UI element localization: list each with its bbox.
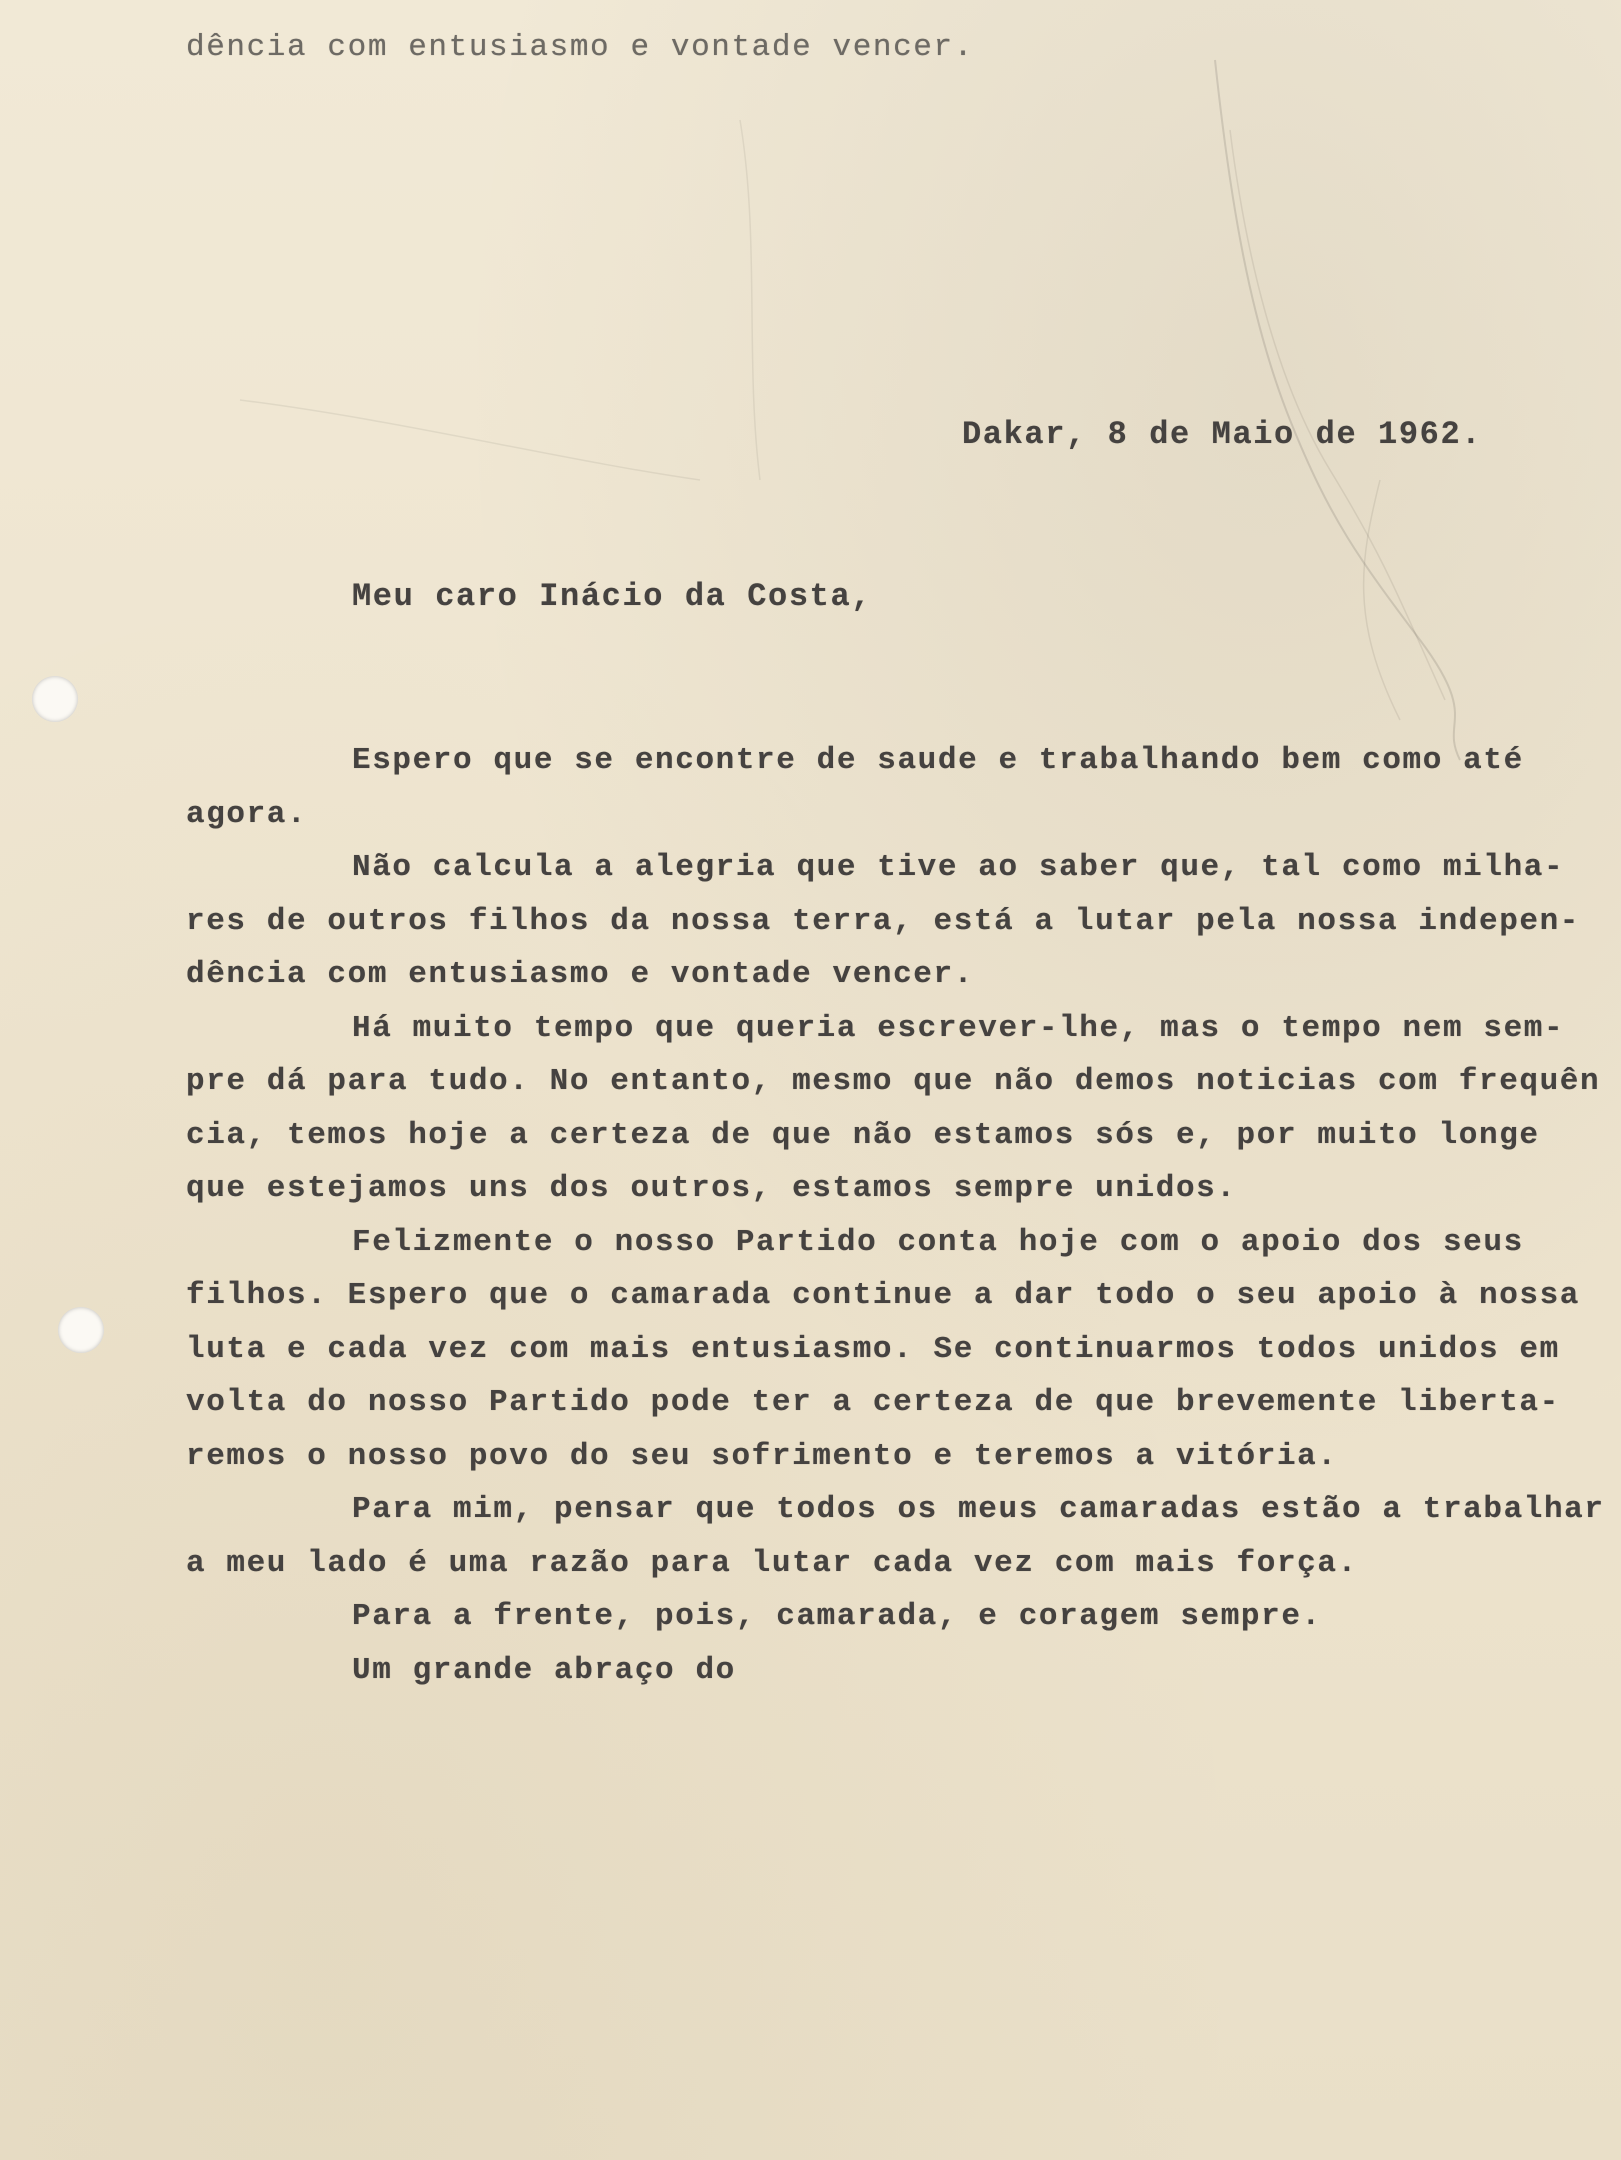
body-line: Não calcula a alegria que tive ao saber que, tal como milha- [352, 850, 1565, 885]
body-line: dência com entusiasmo e vontade vencer. [186, 957, 974, 992]
body-line: res de outros filhos da nossa terra, está a lutar pela nossa indepen- [186, 903, 1581, 939]
closing-line: Um grande abraço do [352, 1652, 736, 1688]
body-line: Há muito tempo que queria escrever-lhe, mas o tempo nem sem- [352, 1010, 1565, 1046]
body-line: que estejamos uns dos outros, estamos sempre unidos. [186, 1171, 1237, 1206]
body-line: remos o nosso povo do seu sofrimento e teremos a vitória. [186, 1438, 1338, 1474]
body-line: Felizmente o nosso Partido conta hoje com o apoio dos seus [352, 1224, 1524, 1260]
body-line: filhos. Espero que o camarada continue a dar todo o seu apoio à nossa [186, 1278, 1581, 1313]
body-line: Espero que se encontre de saude e trabalhando bem como até [352, 743, 1524, 778]
body-line: Para a frente, pois, camarada, e coragem sempre. [352, 1599, 1322, 1634]
letter-body [186, 734, 1605, 1697]
body-line: cia, temos hoje a certeza de que não estamos sós e, por muito longe [186, 1117, 1540, 1153]
body-line: agora. [186, 796, 308, 832]
punch-hole-top [32, 676, 78, 722]
carryover-line: dência com entusiasmo e vontade vencer. [186, 30, 974, 65]
body-line: Para mim, pensar que todos os meus camaradas estão a trabalhar [352, 1492, 1605, 1527]
body-line: volta do nosso Partido pode ter a certeza de que brevemente liberta- [186, 1385, 1560, 1420]
body-line: pre dá para tudo. No entanto, mesmo que não demos noticias com frequên [186, 1064, 1601, 1099]
dateline: Dakar, 8 de Maio de 1962. [962, 416, 1483, 453]
body-line: a meu lado é uma razão para lutar cada vez com mais força. [186, 1545, 1358, 1581]
salutation: Meu caro Inácio da Costa, [352, 578, 873, 615]
body-line: luta e cada vez com mais entusiasmo. Se continuarmos todos unidos em [186, 1331, 1560, 1367]
punch-hole-bottom [58, 1307, 104, 1353]
